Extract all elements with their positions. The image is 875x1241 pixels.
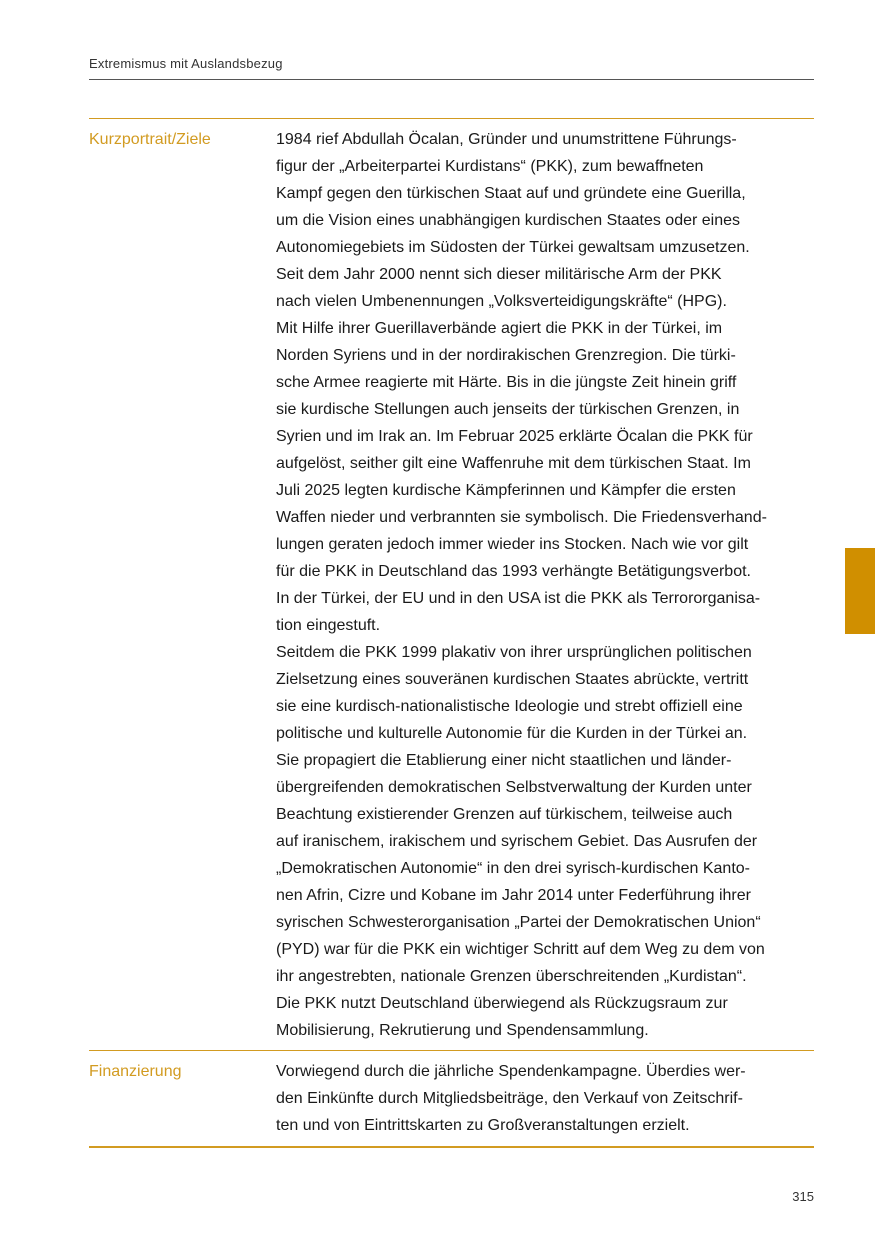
table-rule-bottom — [89, 1146, 814, 1148]
text-line: aufgelöst, seither gilt eine Waffenruhe mit dem türkischen Staat. Im — [276, 455, 751, 472]
text-line: sie kurdische Stellungen auch jenseits der türkischen Grenzen, in — [276, 401, 740, 418]
text-line: Seit dem Jahr 2000 nennt sich dieser militärische Arm der PKK — [276, 266, 722, 283]
text-line: Kampf gegen den türkischen Staat auf und gründete eine Guerilla, — [276, 185, 746, 202]
text-line: 1984 rief Abdullah Öcalan, Gründer und unumstrittene Führungs- — [276, 131, 737, 148]
chapter-side-tab — [845, 548, 875, 634]
text-line: Beachtung existierender Grenzen auf türkischem, teilweise auch — [276, 806, 733, 823]
text-line: übergreifenden demokratischen Selbstverwaltung der Kurden unter — [276, 779, 752, 796]
text-line: Waffen nieder und verbrannten sie symbolisch. Die Friedensverhand- — [276, 509, 767, 526]
text-line: „Demokratischen Autonomie“ in den drei syrisch-kurdischen Kanto- — [276, 860, 750, 877]
page-number: 315 — [792, 1189, 814, 1204]
text-line: Mit Hilfe ihrer Guerillaverbände agiert die PKK in der Türkei, im — [276, 320, 723, 337]
text-line: um die Vision eines unabhängigen kurdischen Staates oder eines — [276, 212, 741, 229]
paragraph — [276, 639, 816, 1044]
row-finanzierung — [89, 1051, 814, 1146]
text-line: politische und kulturelle Autonomie für die Kurden in der Türkei an. — [276, 725, 748, 742]
text-line: ten und von Eintrittskarten zu Großveranstaltungen erzielt. — [276, 1117, 690, 1134]
text-line: ihr angestrebten, nationale Grenzen überschreitenden „Kurdistan“. — [276, 968, 747, 985]
text-line: Syrien und im Irak an. Im Februar 2025 erklärte Öcalan die PKK für — [276, 428, 753, 445]
text-line: nen Afrin, Cizre und Kobane im Jahr 2014 unter Federführung ihrer — [276, 887, 751, 904]
text-line: syrischen Schwesterorganisation „Partei der Demokratischen Union“ — [276, 914, 761, 931]
text-line: lungen geraten jedoch immer wieder ins Stocken. Nach wie vor gilt — [276, 536, 749, 553]
text-line: tion eingestuft. — [276, 617, 381, 634]
row-kurzportrait — [89, 119, 814, 1050]
header-rule — [89, 79, 814, 80]
running-head: Extremismus mit Auslandsbezug — [89, 56, 283, 71]
text-line: Norden Syriens und in der nordirakischen Grenzregion. Die türki- — [276, 347, 736, 364]
text-line: für die PKK in Deutschland das 1993 verhängte Betätigungsverbot. — [276, 563, 751, 580]
text-line: Mobilisierung, Rekrutierung und Spendensammlung. — [276, 1022, 649, 1039]
text-line: Zielsetzung eines souveränen kurdischen Staates abrückte, vertritt — [276, 671, 749, 688]
text-line: Autonomiegebiets im Südosten der Türkei gewaltsam umzusetzen. — [276, 239, 750, 256]
row-label-finanzierung: Finanzierung — [89, 1063, 182, 1080]
text-line: auf iranischem, irakischem und syrischem Gebiet. Das Ausrufen der — [276, 833, 758, 850]
text-line: Sie propagiert die Etablierung einer nicht staatlichen und länder- — [276, 752, 732, 769]
text-line: Vorwiegend durch die jährliche Spendenkampagne. Überdies wer- — [276, 1063, 746, 1080]
text-line: (PYD) war für die PKK ein wichtiger Schritt auf dem Weg zu dem von — [276, 941, 765, 958]
text-line: Juli 2025 legten kurdische Kämpferinnen und Kämpfer die ersten — [276, 482, 736, 499]
text-line: den Einkünfte durch Mitgliedsbeiträge, den Verkauf von Zeitschrif- — [276, 1090, 743, 1107]
text-line: Die PKK nutzt Deutschland überwiegend als Rückzugsraum zur — [276, 995, 728, 1012]
text-line: figur der „Arbeiterpartei Kurdistans“ (PKK), zum bewaffneten — [276, 158, 704, 175]
text-line: sche Armee reagierte mit Härte. Bis in die jüngste Zeit hinein griff — [276, 374, 737, 391]
text-line: Seitdem die PKK 1999 plakativ von ihrer ursprünglichen politischen — [276, 644, 752, 661]
paragraph — [276, 1058, 816, 1139]
paragraph — [276, 126, 816, 639]
text-line: nach vielen Umbenennungen „Volksverteidigungskräfte“ (HPG). — [276, 293, 727, 310]
row-text-kurzportrait — [276, 126, 816, 1044]
row-text-finanzierung — [276, 1058, 816, 1139]
row-label-kurzportrait: Kurzportrait/Ziele — [89, 131, 211, 148]
profile-table — [89, 118, 814, 1148]
text-line: sie eine kurdisch-nationalistische Ideologie und strebt offiziell eine — [276, 698, 743, 715]
text-line: In der Türkei, der EU und in den USA ist die PKK als Terrororganisa- — [276, 590, 761, 607]
